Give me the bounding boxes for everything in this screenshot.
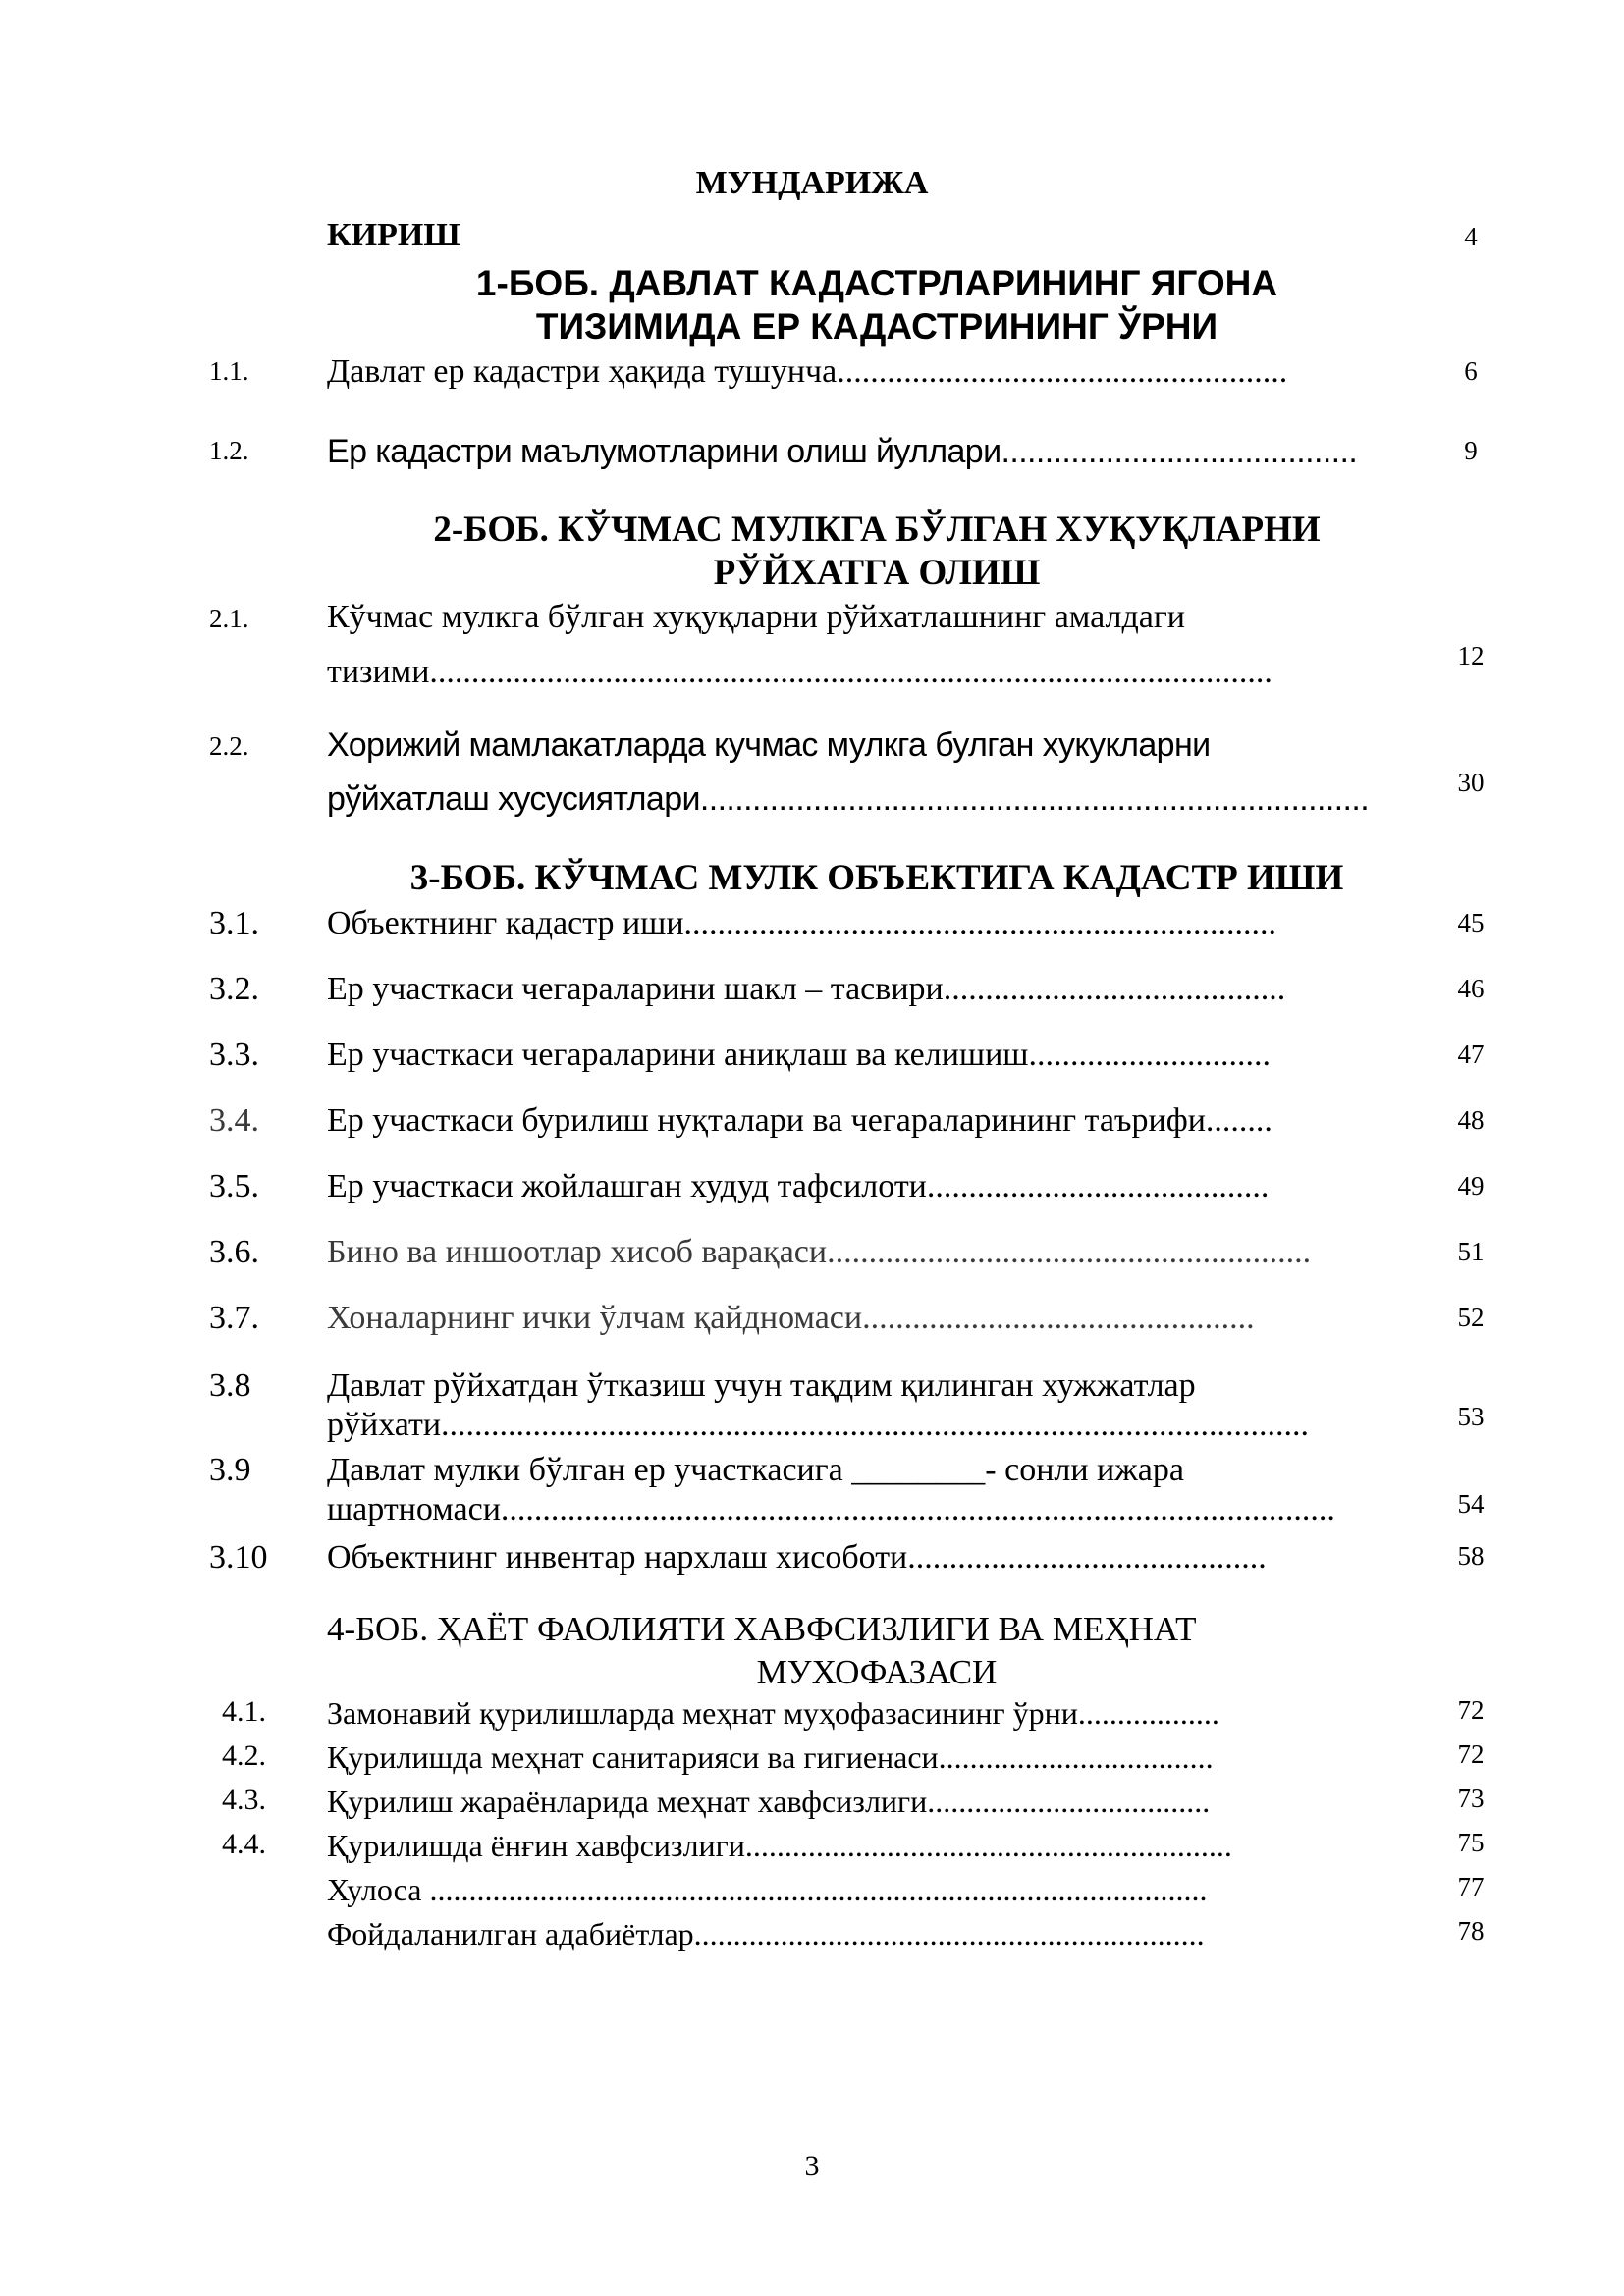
intro-label: КИРИШ: [327, 217, 460, 253]
toc-title: МУНДАРИЖА: [695, 165, 929, 201]
section-number: 1.1.: [209, 356, 249, 386]
blank-underline: ________: [851, 1452, 986, 1488]
chapter-2-heading: [327, 508, 1427, 595]
section-number: 2.1.: [209, 604, 249, 633]
section-number: 3.2.: [209, 971, 259, 1007]
section-number: 3.10: [209, 1539, 268, 1575]
section-number: 2.2.: [209, 731, 249, 761]
section-title: Ер участкаси чегараларини аниқлаш ва келишиш.............................: [327, 1037, 1271, 1073]
section-title-line-1: Давлат рўйхатдан ўтказиш учун тақдим қилинган хужжатлар: [327, 1367, 1196, 1404]
section-title: Ер кадастри маълумотларини олиш йуллари.........................................: [327, 433, 1358, 470]
section-title: Ер участкаси бурилиш нуқталари ва чегараларининг таърифи........: [327, 1102, 1272, 1139]
section-page: 30: [1457, 768, 1485, 797]
section-page: 47: [1457, 1040, 1485, 1069]
chapter-2-line-2: РЎЙХАТГА ОЛИШ: [713, 553, 1041, 593]
section-number: 4.4.: [222, 1828, 266, 1860]
section-title: Бино ва иншоотлар хисоб варақаси..........................................................: [327, 1234, 1312, 1270]
section-title-line-1: Кўчмас мулкга бўлган хуқуқларни рўйхатлашнинг амалдаги: [327, 599, 1185, 635]
section-page: 73: [1457, 1784, 1485, 1813]
section-page: 9: [1464, 436, 1478, 465]
intro-page: 4: [1464, 222, 1478, 251]
section-number: 3.8: [209, 1367, 251, 1404]
section-number: 4.1.: [222, 1695, 266, 1728]
section-page: 72: [1457, 1695, 1485, 1725]
section-title-line-2: рўйхатлаш хусусиятлари.............................................................................: [327, 780, 1370, 818]
chapter-1-line-1: 1-БОБ. ДАВЛАТ КАДАСТРЛАРИНИНГ ЯГОНА: [475, 263, 1278, 303]
section-title: Қурилишда ёнғин хавфсизлиги..............................................................: [327, 1828, 1232, 1863]
section-page: 46: [1457, 974, 1485, 1003]
section-page: 52: [1457, 1303, 1485, 1332]
references-page: 78: [1457, 1916, 1485, 1946]
section-title: Қурилишда меҳнат санитарияси ва гигиенаси...................................: [327, 1739, 1214, 1775]
chapter-4-line-2: МУХОФАЗАСИ: [756, 1653, 998, 1691]
chapter-3-heading: [327, 857, 1427, 900]
section-page: 54: [1457, 1489, 1485, 1519]
chapter-4-heading: [327, 1608, 1427, 1694]
section-page: 58: [1457, 1541, 1485, 1571]
chapter-2-line-1: 2-БОБ. КЎЧМАС МУЛКГА БЎЛГАН ХУҚУҚЛАРНИ: [433, 509, 1321, 550]
section-number: 1.2.: [209, 436, 249, 465]
section-title: Объектнинг инвентар нархлаш хисоботи...........................................: [327, 1539, 1267, 1575]
section-page: 49: [1457, 1171, 1485, 1201]
section-title-line-2: шартномаси....................................................................................................: [327, 1491, 1335, 1527]
section-title: Ер участкаси чегараларини шакл – тасвири.........................................: [327, 971, 1286, 1007]
page-number: 3: [804, 2150, 820, 2182]
section-title: Ер участкаси жойлашган худуд тафсилоти.........................................: [327, 1168, 1270, 1204]
section-title-line-2: рўйхати........................................................................................................: [327, 1407, 1310, 1443]
section-title: Замонавий қурилишларда меҳнат муҳофазасининг ўрни..................: [327, 1695, 1219, 1731]
conclusion-page: 77: [1457, 1872, 1485, 1901]
section-number: 3.5.: [209, 1168, 259, 1204]
section-title: Давлат ер кадастри ҳақида тушунча......................................................: [327, 353, 1288, 390]
section-page: 12: [1457, 641, 1485, 670]
section-title: Объектнинг кадастр иши.......................................................................: [327, 905, 1277, 941]
section-number: 3.1.: [209, 905, 259, 941]
section-number: 3.3.: [209, 1037, 259, 1073]
section-page: 51: [1457, 1237, 1485, 1266]
section-title: Хоналарнинг ички ўлчам қайдномаси...............................................: [327, 1300, 1255, 1336]
section-title-line-1: Хорижий мамлакатларда кучмас мулкга булган хукукларни: [327, 726, 1211, 764]
section-title: Қурилиш жараёнларида меҳнат хавфсизлиги....................................: [327, 1784, 1211, 1819]
chapter-1-heading: [327, 262, 1427, 348]
section-title-text-end: - сонли ижара: [985, 1452, 1184, 1488]
section-page: 48: [1457, 1105, 1485, 1135]
section-page: 6: [1464, 356, 1478, 386]
section-page: 75: [1457, 1828, 1485, 1857]
section-title-line-2: тизими.....................................................................................................: [327, 654, 1272, 690]
section-number: 4.3.: [222, 1784, 266, 1816]
section-number: 4.2.: [222, 1739, 266, 1772]
chapter-3-line-1: 3-БОБ. КЎЧМАС МУЛК ОБЪЕКТИГА КАДАСТР ИШИ: [409, 858, 1344, 898]
section-title-text: Давлат мулки бўлган ер участкасига: [327, 1452, 852, 1488]
section-number: 3.4.: [209, 1102, 259, 1139]
section-page: 45: [1457, 908, 1485, 937]
section-number: 3.7.: [209, 1300, 259, 1336]
section-page: 53: [1457, 1402, 1485, 1431]
references-title: Фойдаланилган адабиётлар.................................................................: [327, 1916, 1205, 1951]
section-number: 3.6.: [209, 1234, 259, 1270]
section-number: 3.9: [209, 1452, 251, 1488]
conclusion-title: Хулоса ...................................................................................................: [327, 1872, 1208, 1907]
chapter-1-line-2: ТИЗИМИДА ЕР КАДАСТРИНИНГ ЎРНИ: [535, 306, 1218, 347]
chapter-4-line-1: 4-БОБ. ҲАЁТ ФАОЛИЯТИ ХАВФСИЗЛИГИ ВА МЕҲНАТ: [327, 1610, 1197, 1648]
section-title-line-1: [327, 1452, 1432, 1489]
section-page: 72: [1457, 1739, 1485, 1769]
